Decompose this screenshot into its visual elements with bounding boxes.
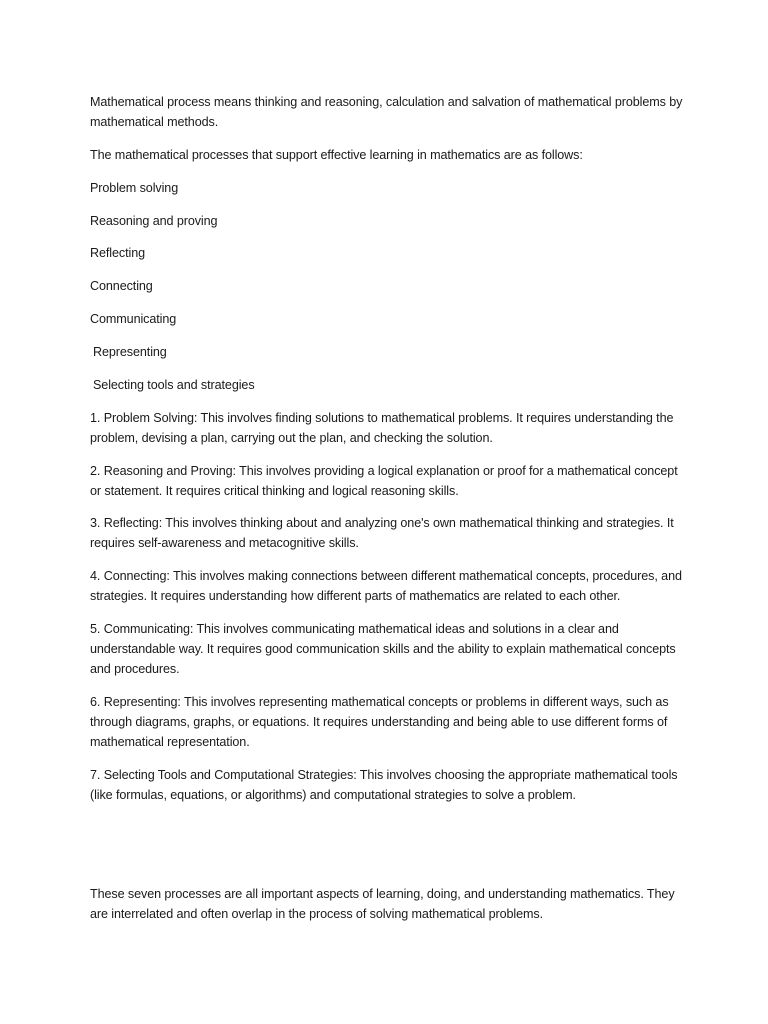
process-list-item: Representing <box>93 345 167 359</box>
description-paragraph: 1. Problem Solving: This involves finding solutions to mathematical problems. It requires understanding the problem, devising a plan, carrying out the plan, and checking the solution. <box>90 411 674 445</box>
process-list-item: Reflecting <box>90 246 146 260</box>
description-paragraph: 4. Connecting: This involves making connections between different mathematical concepts, procedures, and strategies. It requires understanding how different parts of mathematics are related to each other. <box>90 569 682 603</box>
process-list-item: Reasoning and proving <box>90 214 218 228</box>
conclusion-paragraph: These seven processes are all important aspects of learning, doing, and understanding mathematics. They are interrelated and often overlap in the process of solving mathematical problems. <box>90 887 675 921</box>
process-list-item: Problem solving <box>90 181 179 195</box>
description-paragraph: 6. Representing: This involves representing mathematical concepts or problems in different ways, such as through diagrams, graphs, or equations. It requires understanding and being able to use different forms of mathematical representation. <box>90 695 669 749</box>
lead-paragraph: The mathematical processes that support effective learning in mathematics are as follows: <box>90 148 583 162</box>
description-paragraph: 7. Selecting Tools and Computational Strategies: This involves choosing the appropriate mathematical tools (like formulas, equations, or algorithms) and computational strategies to solve a problem. <box>90 768 678 802</box>
process-list-item: Connecting <box>90 279 153 293</box>
intro-paragraph: Mathematical process means thinking and reasoning, calculation and salvation of mathematical problems by mathematical methods. <box>90 95 683 129</box>
description-paragraph: 3. Reflecting: This involves thinking about and analyzing one's own mathematical thinking and strategies. It requires self-awareness and metacognitive skills. <box>90 516 674 550</box>
description-paragraph: 2. Reasoning and Proving: This involves providing a logical explanation or proof for a mathematical concept or statement. It requires critical thinking and logical reasoning skills. <box>90 464 678 498</box>
process-list-item: Selecting tools and strategies <box>93 378 255 392</box>
description-paragraph: 5. Communicating: This involves communicating mathematical ideas and solutions in a clear and understandable way. It requires good communication skills and the ability to explain mathematical concepts and procedures. <box>90 622 676 676</box>
process-list-item: Communicating <box>90 312 177 326</box>
